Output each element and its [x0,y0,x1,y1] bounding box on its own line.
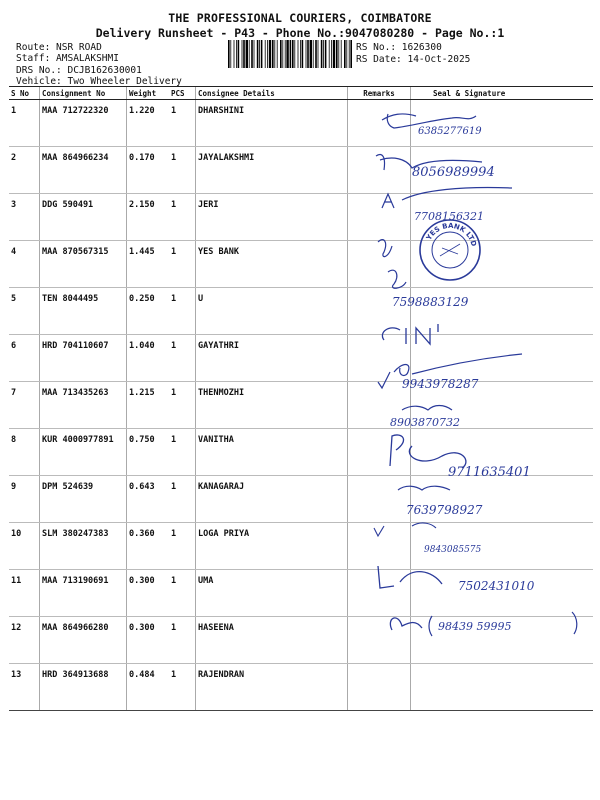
barcode-bar [243,40,245,68]
cell-consignee: JERI [196,194,348,241]
cell-consignment-no: TEN 8044495 [40,288,127,335]
cell-weight: 1.215 [127,382,170,429]
rs-number: RS No.: 1626300 [356,42,442,53]
cell-pcs: 1 [169,523,196,570]
barcode-bar [292,40,294,68]
cell-sno: 7 [9,382,40,429]
barcode-bar [338,40,339,68]
cell-sno: 3 [9,194,40,241]
barcode-bar [344,40,346,68]
cell-sno: 8 [9,429,40,476]
barcode-bar [290,40,292,68]
barcode-bar [350,40,352,68]
signature-4 [378,240,392,257]
cell-sno: 12 [9,617,40,664]
cell-consignment-no: MAA 713435263 [40,382,127,429]
cell-pcs: 1 [169,664,196,711]
signature-phone-2: 8056989994 [412,165,495,180]
barcode-bar [313,40,314,68]
cell-sno: 6 [9,335,40,382]
cell-sno: 4 [9,241,40,288]
cell-weight: 0.484 [127,664,170,711]
cell-sno: 2 [9,147,40,194]
barcode-bar [265,40,266,68]
cell-consignment-no: SLM 380247383 [40,523,127,570]
company-title: THE PROFESSIONAL COURIERS, COIMBATORE [168,11,432,25]
cell-consignee: YES BANK [196,241,348,288]
barcode-bar [302,40,304,68]
cell-weight: 0.360 [127,523,170,570]
col-header-consignment: Consignment No [40,87,127,100]
runsheet-subtitle: Delivery Runsheet - P43 - Phone No.:9047080280 - Page No.:1 [95,26,505,40]
cell-sno: 13 [9,664,40,711]
staff-label: Staff: AMSALAKSHMI [16,53,119,64]
cell-sno: 10 [9,523,40,570]
barcode-bar [234,40,235,68]
barcode-bar [272,40,274,68]
barcode-image [228,40,352,68]
barcode-bar [246,40,248,68]
cell-consignment-no: MAA 864966280 [40,617,127,664]
cell-consignment-no: HRD 704110607 [40,335,127,382]
barcode-bar [310,40,312,68]
barcode-bar [349,40,350,68]
barcode-bar [336,40,338,68]
barcode-bar [259,40,260,68]
signature-8 [402,406,452,411]
signature-column-handwriting [372,96,592,656]
cell-weight: 1.040 [127,335,170,382]
cell-pcs: 1 [169,335,196,382]
cell-pcs: 1 [169,241,196,288]
barcode-bar [269,40,271,68]
barcode-bar [254,40,255,68]
cell-consignee: GAYATHRI [196,335,348,382]
col-header-remarks: Remarks [348,87,411,100]
cell-weight: 1.445 [127,241,170,288]
barcode-bar [298,40,299,68]
cell-consignment-no: MAA 712722320 [40,100,127,147]
col-header-signature: Seal & Signature [411,87,594,100]
col-header-consignee: Consignee Details [196,87,348,100]
cell-weight: 0.643 [127,476,170,523]
signature-phone-8: 8903870732 [390,416,460,429]
cell-consignee: LOGA PRIYA [196,523,348,570]
cell-weight: 0.250 [127,288,170,335]
signature-13 [390,618,422,630]
cell-pcs: 1 [169,570,196,617]
barcode-bar [267,40,268,68]
signature-phone-12: 7502431010 [458,579,535,593]
drs-number: DRS No.: DCJB162630001 [16,65,142,76]
route-label: Route: NSR ROAD [16,42,102,53]
signature-phone-11: 9843085575 [424,545,482,555]
signature-phone-10: 7639798927 [406,503,483,517]
cell-sno: 5 [9,288,40,335]
signature-3 [382,188,512,209]
cell-pcs: 1 [169,147,196,194]
cell-weight: 0.300 [127,617,170,664]
cell-consignee: KANAGARAJ [196,476,348,523]
signature-9 [390,435,466,468]
barcode-bar [257,40,259,68]
barcode-bar [277,40,278,68]
cell-weight: 0.170 [127,147,170,194]
signature-10 [398,486,450,490]
col-header-sno: S No [9,87,40,100]
cell-weight: 0.750 [127,429,170,476]
signature-5 [388,270,406,288]
barcode-bar [228,40,230,68]
cell-consignment-no: DPM 524639 [40,476,127,523]
signature-phone-7: 9943978287 [402,377,479,391]
cell-consignment-no: MAA 864966234 [40,147,127,194]
stamp-text: YES BANK LTD [424,221,478,248]
cell-pcs: 1 [169,382,196,429]
barcode-bar [307,40,309,68]
vehicle-label: Vehicle: Two Wheeler Delivery [16,76,182,87]
cell-consignee: VANITHA [196,429,348,476]
signature-phone-9: 9711635401 [448,465,531,480]
col-header-pcs: PCS [169,87,196,100]
signature-phone-1: 6385277619 [418,126,482,137]
cell-sno: 9 [9,476,40,523]
table-row [9,664,593,711]
cell-consignee: DHARSHINI [196,100,348,147]
cell-consignee: THENMOZHI [196,382,348,429]
cell-consignment-no: MAA 870567315 [40,241,127,288]
barcode-bar [306,40,307,68]
rs-date: RS Date: 14-Oct-2025 [356,54,471,65]
cell-weight: 0.300 [127,570,170,617]
barcode-bar [249,40,250,68]
cell-consignee: HASEENA [196,617,348,664]
cell-remarks [348,664,411,711]
cell-consignee: UMA [196,570,348,617]
barcode-bar [331,40,332,68]
barcode-bar [274,40,275,68]
barcode-bar [251,40,253,68]
cell-weight: 2.150 [127,194,170,241]
cell-weight: 1.220 [127,100,170,147]
barcode-bar [323,40,324,68]
cell-pcs: 1 [169,429,196,476]
yes-bank-seal-stamp [418,218,482,282]
cell-consignment-no: DDG 590491 [40,194,127,241]
cell-consignee: JAYALAKSHMI [196,147,348,194]
barcode-bar [333,40,335,68]
barcode-bar [261,40,263,68]
cell-consignment-no: KUR 4000977891 [40,429,127,476]
cell-consignment-no: HRD 364913688 [40,664,127,711]
signature-phone-13: 98439 59995 [438,620,512,633]
barcode-bar [318,40,319,68]
barcode-bar [329,40,330,68]
signature-phone-5: 7598883129 [392,295,469,309]
barcode-bar [325,40,327,68]
cell-consignment-no: MAA 713190691 [40,570,127,617]
cell-pcs: 1 [169,617,196,664]
barcode-bar [242,40,243,68]
cell-signature [411,664,594,711]
barcode-bar [282,40,283,68]
barcode-bar [236,40,237,68]
cell-pcs: 1 [169,288,196,335]
barcode-bar [321,40,323,68]
barcode-bar [315,40,317,68]
barcode-bar [280,40,282,68]
cell-consignee: RAJENDRAN [196,664,348,711]
col-header-weight: Weight [127,87,170,100]
barcode-bar [285,40,286,68]
cell-pcs: 1 [169,194,196,241]
signature-6 [382,324,438,344]
barcode-bar [238,40,240,68]
cell-sno: 11 [9,570,40,617]
barcode-bar [286,40,288,68]
cell-pcs: 1 [169,476,196,523]
barcode-bar [341,40,342,68]
signature-phone-3: 7708156321 [414,210,484,223]
signature-12 [378,566,442,588]
barcode-bar [346,40,347,68]
barcode-bar [294,40,295,68]
cell-pcs: 1 [169,100,196,147]
barcode-bar [230,40,231,68]
signature-11 [374,523,436,536]
cell-sno: 1 [9,100,40,147]
barcode-bar [300,40,301,68]
cell-consignee: U [196,288,348,335]
